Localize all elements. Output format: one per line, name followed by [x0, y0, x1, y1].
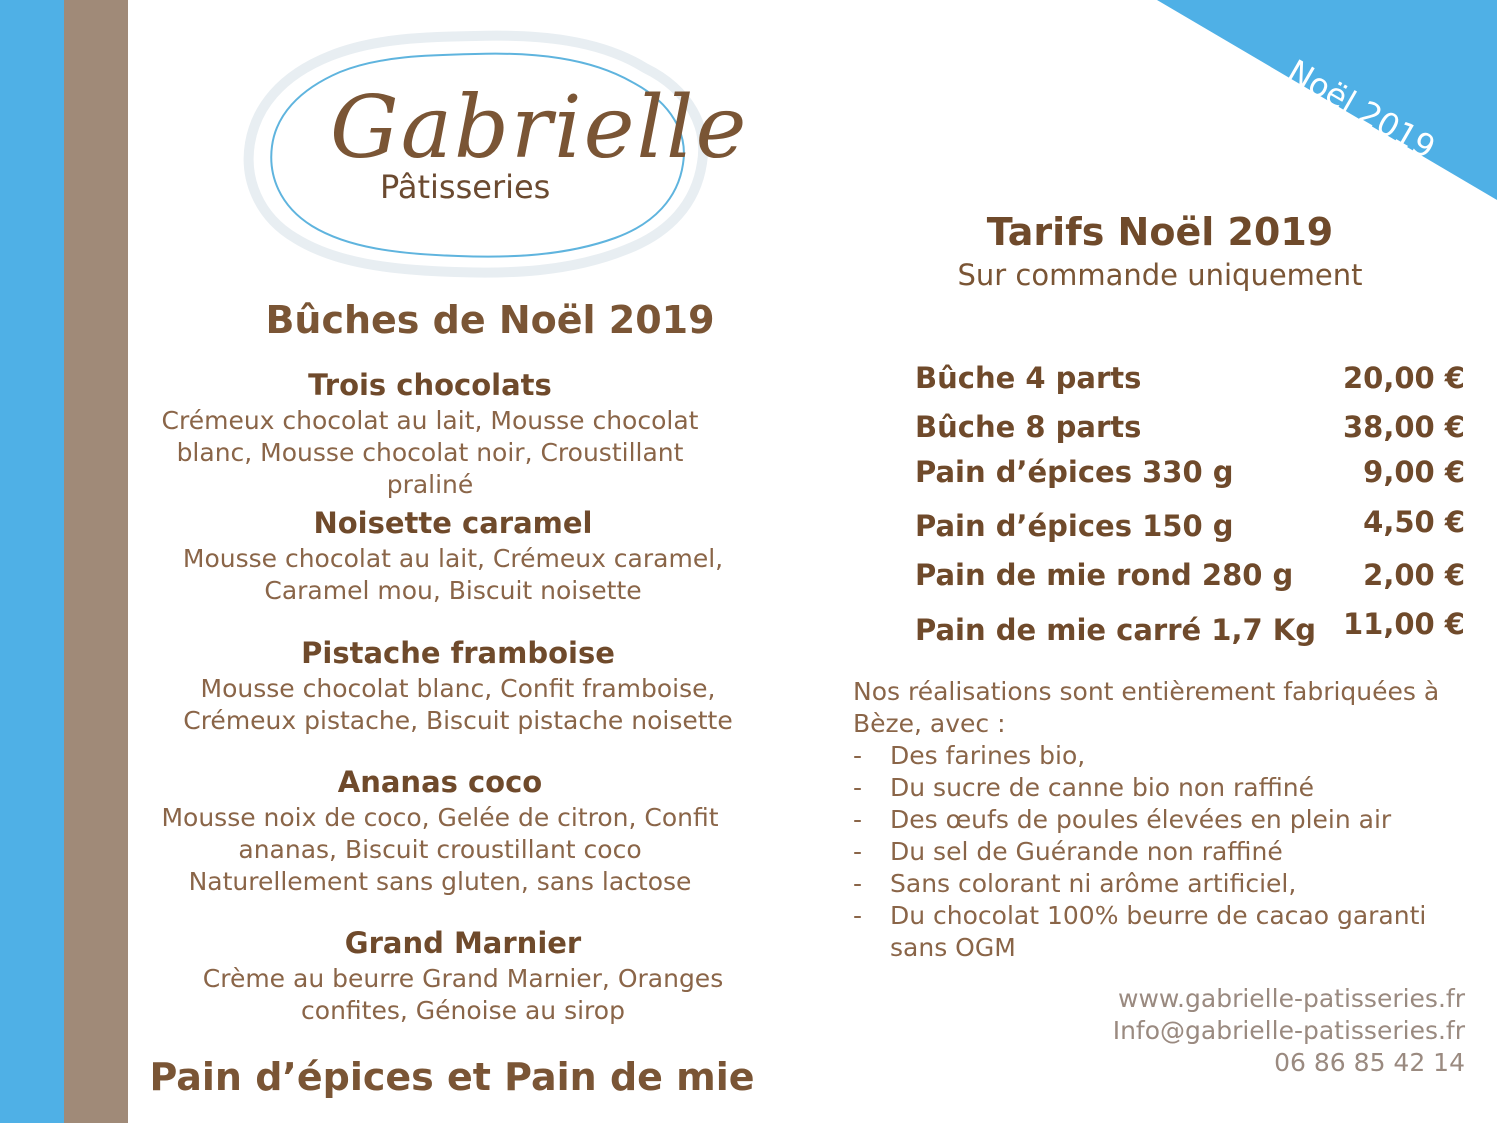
desc-line: Mousse chocolat blanc, Confit framboise, [200, 674, 716, 703]
price-item-value: 2,00 € [1363, 558, 1465, 592]
info-bullet [853, 740, 1473, 772]
price-item-value: 20,00 € [1342, 361, 1465, 395]
tarifs-title: Tarifs Noël 2019 [986, 210, 1334, 254]
buche-desc-grand-marnier [143, 963, 783, 1027]
logo-subtitle: Pâtisseries [380, 168, 551, 206]
price-item-value: 4,50 € [1363, 505, 1465, 539]
tarifs-subtitle: Sur commande uniquement [957, 258, 1363, 292]
price-item-name: Bûche 8 parts [915, 410, 1142, 444]
bullet-text: Sans colorant ni arôme artificiel, [890, 869, 1297, 898]
info-intro-line: Bèze, avec : [853, 709, 1006, 738]
info-bullet-list [853, 740, 1473, 964]
info-block [853, 676, 1473, 964]
buche-name-noisette-caramel: Noisette caramel [313, 506, 593, 540]
left-brown-stripe [64, 0, 128, 1123]
desc-line: confites, Génoise au sirop [301, 996, 625, 1025]
buche-name-trois-chocolats: Trois chocolats [308, 368, 552, 402]
desc-line: ananas, Biscuit croustillant coco [238, 835, 642, 864]
info-bullet [853, 900, 1473, 964]
desc-line: praliné [386, 470, 474, 499]
logo-brand-name: Gabrielle [330, 78, 749, 178]
buche-name-grand-marnier: Grand Marnier [344, 926, 582, 960]
desc-line: Crémeux pistache, Biscuit pistache noisette [183, 706, 733, 735]
buche-name-ananas-coco: Ananas coco [337, 765, 543, 799]
buches-title: Bûches de Noël 2019 [265, 298, 715, 342]
pain-title: Pain d’épices et Pain de mie [149, 1055, 755, 1099]
price-item-name: Pain de mie carré 1,7 Kg [915, 613, 1317, 647]
buche-desc-pistache-framboise [138, 673, 778, 737]
price-item-name: Pain d’épices 150 g [915, 509, 1234, 543]
buche-desc-trois-chocolats [110, 405, 750, 501]
bullet-text: - Du chocolat 100% beurre de cacao garanti [890, 901, 1427, 930]
desc-line: Mousse chocolat au lait, Crémeux caramel, [182, 544, 724, 573]
buche-desc-noisette-caramel [133, 543, 773, 607]
desc-line: Crème au beurre Grand Marnier, Oranges [202, 964, 724, 993]
bullet-text: Des œufs de poules élevées en plein air [890, 805, 1392, 834]
left-blue-stripe [0, 0, 64, 1123]
info-bullet [853, 868, 1473, 900]
info-bullet [853, 772, 1473, 804]
price-item-name: Pain d’épices 330 g [915, 455, 1234, 489]
corner-banner-label: Noël 2019 [1281, 52, 1442, 167]
info-bullet [853, 836, 1473, 868]
buche-desc-ananas-coco [120, 802, 760, 898]
bullet-text: sans OGM [890, 933, 1016, 962]
price-item-name: Bûche 4 parts [915, 361, 1142, 395]
price-item-value: 38,00 € [1342, 410, 1465, 444]
price-item-name: Pain de mie rond 280 g [915, 558, 1294, 592]
buche-name-pistache-framboise: Pistache framboise [301, 636, 615, 670]
contact-email[interactable]: Info@gabrielle-patisseries.fr [1112, 1016, 1465, 1045]
contact-phone: 06 86 85 42 14 [1274, 1048, 1465, 1077]
price-item-value: 9,00 € [1363, 455, 1465, 489]
price-item-value: 11,00 € [1342, 607, 1465, 641]
desc-line: Caramel mou, Biscuit noisette [264, 576, 642, 605]
info-bullet [853, 804, 1473, 836]
desc-line: Crémeux chocolat au lait, Mousse chocolat [161, 406, 699, 435]
bullet-text: Des farines bio, [890, 741, 1086, 770]
contact-website[interactable]: www.gabrielle-patisseries.fr [1118, 984, 1465, 1013]
desc-line: blanc, Mousse chocolat noir, Croustillant [176, 438, 684, 467]
bullet-text: Du sel de Guérande non raffiné [890, 837, 1283, 866]
desc-line: Naturellement sans gluten, sans lactose [188, 867, 692, 896]
info-intro-line: Nos réalisations sont entièrement fabriquées à [853, 677, 1440, 706]
desc-line: Mousse noix de coco, Gelée de citron, Confit [161, 803, 719, 832]
bullet-text: Du sucre de canne bio non raffiné [890, 773, 1314, 802]
